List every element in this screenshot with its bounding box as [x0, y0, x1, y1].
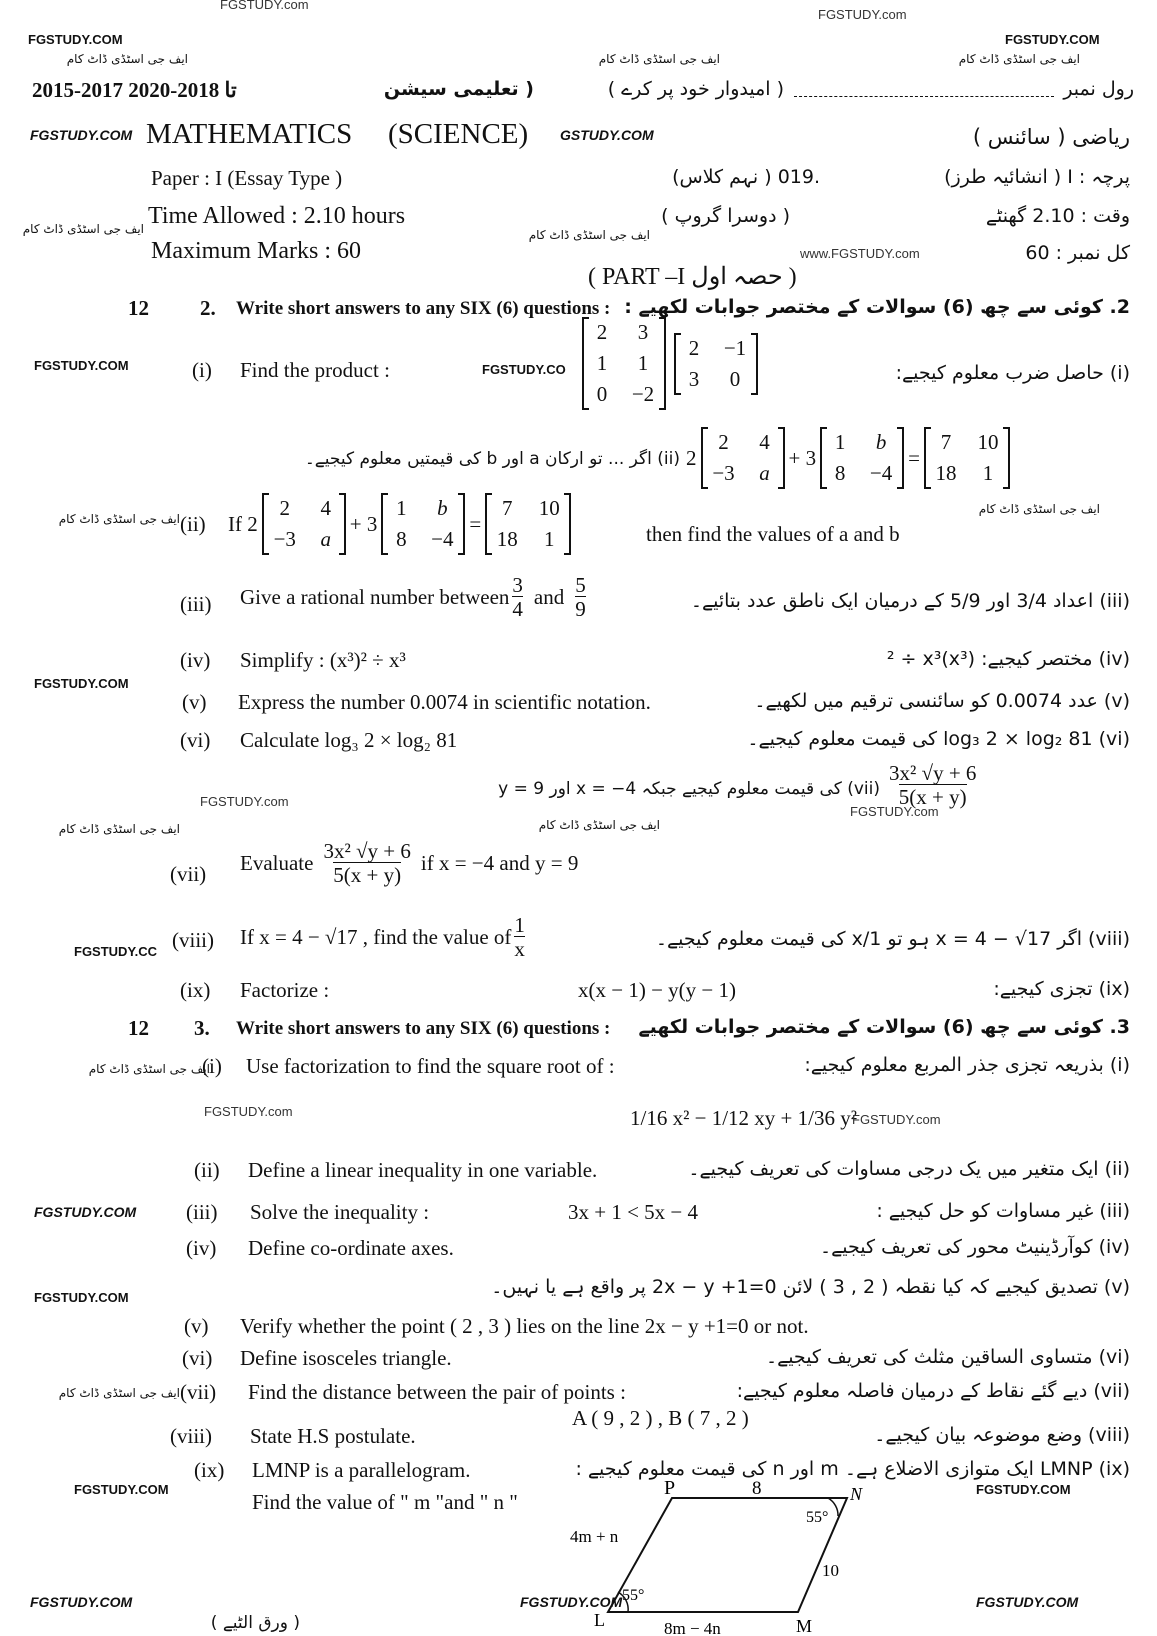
angle-n-label: 55°: [806, 1509, 829, 1526]
matrix-cell: 4: [320, 496, 331, 520]
q3-vii-number: (vii): [180, 1380, 217, 1404]
q2-v-number: (v): [182, 690, 207, 714]
q2-ix-urdu: (ix) تجزی کیجیے:: [993, 978, 1130, 1000]
angle-arc-n: [828, 1498, 838, 1516]
q3-iv-number: (iv): [186, 1236, 217, 1260]
matrix-cell: 2: [688, 335, 700, 360]
matrix-b: [381, 494, 465, 554]
q2-viii-urdu: (viii) اگر x = 4 − √17 ہو تو 1/x کی قیمت معلوم کیجیے۔: [655, 928, 1130, 950]
if-two: If 2: [228, 511, 258, 536]
matrix-cell: a: [759, 461, 770, 485]
q3-viii-number: (viii): [170, 1424, 212, 1448]
numerator: 3x² √y + 6: [889, 761, 977, 785]
fraction: [514, 914, 525, 960]
and-word: and: [533, 584, 565, 609]
matrix-cell: 8: [834, 461, 846, 485]
watermark: FGSTUDY.CC: [74, 944, 158, 959]
q2-vii-number: (vii): [170, 862, 207, 886]
q2-i-text: Find the product :: [240, 358, 390, 382]
q3-vi-text: Define isosceles triangle.: [240, 1346, 452, 1370]
q2-ix-number: (ix): [180, 978, 211, 1002]
urdu-watermark: ایف جی اسٹڈی ڈاٹ کام: [528, 228, 650, 242]
q2-i-urdu: (i) حاصل ضرب معلوم کیجیے:: [895, 362, 1130, 384]
vertex-n: N: [850, 1484, 863, 1504]
denominator: 4: [512, 597, 523, 622]
numerator: 5: [575, 573, 586, 597]
urdu-subject: ریاضی ( سائنس ): [972, 125, 1130, 149]
urdu-watermark: ایف جی اسٹڈی ڈاٹ کام: [58, 822, 180, 836]
q3-instruction: Write short answers to any SIX (6) questions :: [236, 1018, 611, 1039]
matrix-cell: 18: [496, 527, 518, 551]
matrix-cell: 1: [982, 461, 994, 485]
q3-ix-text-1: LMNP is a parallelogram.: [252, 1458, 471, 1482]
denominator: 9: [575, 597, 586, 622]
q3-marks: 12: [128, 1016, 149, 1040]
q3-ix-number: (ix): [194, 1458, 225, 1482]
q2-ii-urdu: (ii) اگر ... تو ارکان a اور b کی قیمتیں معلوم کیجیے۔: [304, 449, 680, 469]
matrix-cell: 1: [543, 527, 555, 551]
matrix-cell: 10: [538, 496, 560, 520]
q2-ii-equation: [228, 494, 575, 554]
matrix-cell: 8: [396, 527, 407, 551]
matrix-c: [485, 494, 571, 554]
q2-vi-text: Calculate log₃ 2 × log₂ 81: [240, 728, 458, 752]
matrix-cell: 1: [834, 430, 846, 454]
watermark: FGSTUDY.com: [852, 1112, 941, 1127]
matrix-cell: b: [875, 430, 887, 454]
urdu-turn-over: ( ورق الٹیے ): [210, 1613, 300, 1633]
q2-iii-text: [240, 574, 589, 620]
watermark: FGSTUDY.CO: [482, 362, 566, 377]
urdu-marks: کل نمبر : 60: [1025, 242, 1130, 264]
matrix-3x2: [582, 318, 666, 409]
watermark: FGSTUDY.COM: [1005, 32, 1100, 47]
q3-vii-urdu: (vii) دیے گئے نقاط کے درمیان فاصلہ معلوم کیجیے:: [736, 1380, 1130, 1402]
q2-iv-urdu: (iv) مختصر کیجیے: (x³)² ÷ x³: [886, 648, 1130, 670]
matrix-cell: 4: [759, 430, 770, 454]
matrix-a: [262, 494, 346, 554]
question-text: Give a rational number between: [240, 584, 510, 609]
matrix-cell: 7: [501, 496, 513, 520]
condition: if x = −4 and y = 9: [420, 850, 579, 875]
q3-ix-urdu: (ix) LMNP ایک متوازی الاضلاع ہے۔ m اور n کی قیمت معلوم کیجیے :: [575, 1458, 1130, 1480]
q2-iv-text: Simplify : (x³)² ÷ x³: [240, 648, 406, 672]
watermark: FGSTUDY.COM: [30, 127, 133, 143]
q2-ix-text: Factorize :: [240, 978, 330, 1002]
q3-iii-urdu: (iii) غیر مساوات کو حل کیجیے :: [876, 1200, 1130, 1222]
q3-v-urdu: (v) تصدیق کیجیے کہ کیا نقطہ ( 2 , 3 ) لائن 2x − y +1=0 پر واقع ہے یا نہیں۔: [491, 1276, 1130, 1298]
watermark: FGSTUDY.com: [204, 1104, 293, 1119]
q3-i-text: Use factorization to find the square root of :: [246, 1054, 615, 1078]
fraction: [512, 574, 523, 620]
paper-label: Paper : I (Essay Type ): [151, 166, 343, 190]
q3-vii-points: A ( 9 , 2 ) , B ( 7 , 2 ): [572, 1406, 749, 1430]
q3-i-urdu: (i) بذریعہ تجزی جذر المربع معلوم کیجیے:: [804, 1054, 1130, 1076]
q2-vi-number: (vi): [180, 728, 211, 752]
urdu-watermark: ایف جی اسٹڈی ڈاٹ کام: [978, 502, 1100, 516]
question-text: Evaluate: [240, 850, 314, 875]
q3-v-text: Verify whether the point ( 2 , 3 ) lies on the line 2x − y +1=0 or not.: [240, 1314, 809, 1338]
q2-i-matrix-product: [578, 318, 762, 409]
q3-i-number: (i): [202, 1054, 222, 1078]
matrix-cell: 10: [977, 430, 999, 454]
session-years: 2015-2017 تا 2018-2020: [32, 78, 237, 102]
urdu-time: وقت : 2.10 گھنٹے: [985, 205, 1130, 227]
denominator: x: [514, 937, 525, 962]
watermark: FGSTUDY.COM: [34, 676, 129, 691]
watermark: FGSTUDY.COM: [976, 1594, 1079, 1610]
q2-urdu-instruction: 2. کوئی سے چھ (6) سوالات کے مختصر جوابات لکھیے :: [624, 296, 1130, 318]
side-right-label: 10: [822, 1561, 839, 1580]
q2-vi-urdu: (vi) log₃ 2 × log₂ 81 کی قیمت معلوم کیجیے۔: [747, 728, 1130, 750]
vertex-l: L: [594, 1610, 605, 1630]
vertex-p: P: [664, 1477, 676, 1499]
q2-ii-number: (ii): [180, 512, 206, 536]
urdu-roll-number: رول نمبر: [1063, 78, 1134, 100]
q2-viii-number: (viii): [172, 928, 214, 952]
numerator: 3: [512, 573, 523, 597]
matrix-2x2: [674, 334, 758, 394]
watermark: FGSTUDY.com: [200, 794, 289, 809]
coefficient: 2: [686, 445, 697, 470]
watermark: FGSTUDY.COM: [34, 1290, 129, 1305]
part-label: ( PART –I حصہ اول ): [588, 264, 797, 290]
maximum-marks: Maximum Marks : 60: [151, 238, 361, 264]
watermark: FGSTUDY.COM: [520, 1594, 623, 1610]
urdu-watermark: ایف جی اسٹڈی ڈاٹ کام: [88, 1062, 210, 1076]
roll-number-line: [794, 96, 1054, 97]
q2-iii-number: (iii): [180, 592, 212, 616]
urdu-class: .019 ( نہم کلاس): [672, 166, 820, 188]
q3-iv-urdu: (iv) کوآرڈینیٹ محور کی تعریف کیجیے۔: [819, 1236, 1130, 1258]
matrix-a: [701, 428, 785, 488]
denominator: 5(x + y): [898, 785, 967, 810]
q2-vii-text: [240, 840, 578, 886]
q3-iii-text: Solve the inequality :: [250, 1200, 430, 1224]
watermark: FGSTUDY.COM: [74, 1482, 169, 1497]
q3-iii-number: (iii): [186, 1200, 218, 1224]
fraction: [323, 840, 410, 886]
q3-iv-text: Define co-ordinate axes.: [248, 1236, 454, 1260]
watermark: FGSTUDY.COM: [34, 358, 129, 373]
urdu-watermark: ایف جی اسٹڈی ڈاٹ کام: [958, 52, 1080, 66]
q2-marks: 12: [128, 296, 149, 320]
urdu-watermark: ایف جی اسٹڈی ڈاٹ کام: [66, 52, 188, 66]
matrix-cell: 3: [637, 320, 649, 344]
denominator: 5(x + y): [333, 863, 402, 888]
q2-viii-text: [240, 914, 528, 960]
matrix-c: [924, 428, 1010, 488]
matrix-cell: −4: [431, 527, 454, 551]
q3-ii-urdu: (ii) ایک متغیر میں یک درجی مساوات کی تعریف کیجیے۔: [688, 1158, 1130, 1180]
q3-vi-urdu: (vi) متساوی الساقین مثلث کی تعریف کیجیے۔: [765, 1346, 1130, 1368]
header-session-row: [24, 78, 1134, 104]
numerator: 3x² √y + 6: [323, 839, 411, 863]
q3-viii-text: State H.S postulate.: [250, 1424, 416, 1448]
q3-ii-number: (ii): [194, 1158, 220, 1182]
matrix-cell: −2: [631, 382, 655, 406]
q3-vi-number: (vi): [182, 1346, 213, 1370]
matrix-cell: 1: [596, 351, 608, 375]
watermark: FGSTUDY.com: [850, 804, 939, 819]
subject-group: (SCIENCE): [388, 118, 529, 150]
matrix-cell: 7: [940, 430, 952, 454]
matrix-cell: 2: [596, 320, 608, 344]
watermark: FGSTUDY.COM: [34, 1204, 137, 1220]
matrix-cell: 1: [637, 351, 649, 375]
matrix-b: [820, 428, 904, 488]
fraction: [889, 762, 976, 808]
urdu-paper: پرچہ : I ( انشائیہ طرز): [944, 166, 1130, 188]
watermark: FGSTUDY.COM: [976, 1482, 1071, 1497]
q3-number: 3.: [194, 1016, 210, 1040]
matrix-cell: −4: [869, 461, 893, 485]
urdu-candidate-note: ( امیدوار خود پر کرے ): [607, 78, 784, 100]
q2-v-text: Express the number 0.0074 in scientific notation.: [238, 690, 651, 714]
angle-l-label: 55°: [622, 1587, 645, 1604]
parallelogram-figure: [560, 1476, 880, 1636]
q2-iv-number: (iv): [180, 648, 211, 672]
q2-ii-urdu-matrices: [686, 428, 1014, 488]
q2-ii-text: then find the values of a and b: [646, 522, 900, 546]
matrix-cell: 0: [729, 366, 741, 391]
matrix-cell: −3: [273, 527, 296, 551]
subject-title: MATHEMATICS: [146, 118, 353, 150]
matrix-cell: a: [320, 527, 331, 551]
watermark: FGSTUDY.com: [220, 0, 309, 12]
q3-viii-urdu: (viii) وضع موضوعہ بیان کیجیے۔: [874, 1424, 1130, 1446]
q3-iii-expression: 3x + 1 < 5x − 4: [568, 1200, 699, 1224]
matrix-cell: 1: [396, 496, 407, 520]
urdu-watermark: ایف جی اسٹڈی ڈاٹ کام: [22, 222, 144, 236]
numerator: 1: [514, 913, 525, 937]
fraction: [575, 574, 586, 620]
side-bottom-label: 8m − 4n: [664, 1619, 721, 1636]
matrix-cell: 0: [596, 382, 608, 406]
q3-v-number: (v): [184, 1314, 209, 1338]
q2-number: 2.: [200, 296, 216, 320]
q3-i-expression: 1/16 x² − 1/12 xy + 1/36 y²: [630, 1106, 858, 1130]
matrix-cell: 2: [718, 430, 729, 454]
urdu-group: ( دوسرا گروپ ): [661, 205, 790, 227]
matrix-cell: −1: [723, 335, 747, 360]
urdu-watermark: ایف جی اسٹڈی ڈاٹ کام: [598, 52, 720, 66]
urdu-watermark: ایف جی اسٹڈی ڈاٹ کام: [538, 818, 660, 832]
vertex-m: M: [796, 1616, 813, 1636]
plus-three: + 3: [349, 511, 378, 536]
q3-vii-text: Find the distance between the pair of points :: [248, 1380, 626, 1404]
matrix-cell: 3: [688, 366, 700, 391]
matrix-cell: 2: [279, 496, 290, 520]
watermark: GSTUDY.COM: [560, 127, 654, 143]
watermark: FGSTUDY.COM: [28, 32, 123, 47]
matrix-cell: −3: [712, 461, 735, 485]
q2-i-number: (i): [192, 358, 212, 382]
matrix-cell: b: [437, 496, 448, 520]
watermark: www.FGSTUDY.com: [800, 246, 920, 261]
plus-three: + 3: [788, 445, 817, 470]
side-top-label: 8: [752, 1478, 762, 1499]
q2-v-urdu: (v) عدد 0.0074 کو سائنسی ترقیم میں لکھیے۔: [754, 690, 1130, 712]
q2-instruction: Write short answers to any SIX (6) questions :: [236, 298, 611, 319]
matrix-cell: 18: [935, 461, 957, 485]
watermark: FGSTUDY.com: [818, 7, 907, 22]
watermark: FGSTUDY.COM: [30, 1594, 133, 1610]
q3-ix-text-2: Find the value of " m "and " n ": [252, 1490, 518, 1514]
equals: =: [908, 445, 920, 470]
q2-vii-urdu-fraction: [886, 762, 979, 808]
urdu-session: ( تعلیمی سیشن: [383, 78, 534, 100]
q3-ii-text: Define a linear inequality in one variable.: [248, 1158, 598, 1182]
q3-urdu-instruction: 3. کوئی سے چھ (6) سوالات کے مختصر جوابات لکھیے: [638, 1016, 1130, 1038]
q2-vii-urdu: (vii) کی قیمت معلوم کیجیے جبکہ x = −4 اور y = 9: [498, 779, 880, 799]
time-allowed: Time Allowed : 2.10 hours: [148, 203, 406, 229]
urdu-watermark: ایف جی اسٹڈی ڈاٹ کام: [58, 512, 180, 526]
question-text: If x = 4 − √17 , find the value of: [240, 924, 512, 949]
side-left-label: 4m + n: [570, 1527, 619, 1546]
q2-iii-urdu: (iii) اعداد 3/4 اور 5/9 کے درمیان ایک ناطق عدد بتائیے۔: [690, 590, 1130, 612]
equals: =: [469, 511, 482, 536]
urdu-watermark: ایف جی اسٹڈی ڈاٹ کام: [58, 1386, 180, 1400]
q2-ix-expression: x(x − 1) − y(y − 1): [578, 978, 737, 1002]
